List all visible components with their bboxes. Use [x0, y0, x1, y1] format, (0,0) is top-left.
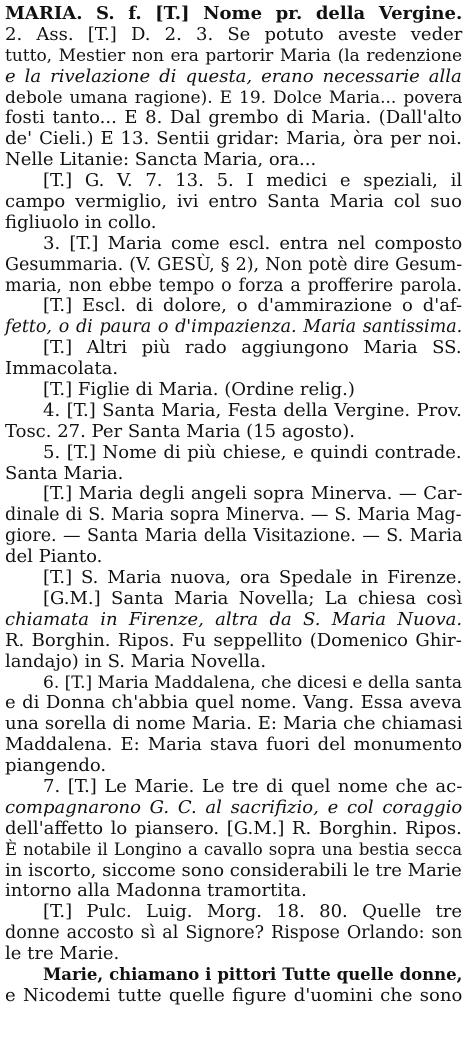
- entry-text: 6. [T.] Maria Maddalena, che dicesi e della santa: [43, 672, 463, 693]
- entry-text: [T.] Maria degli angeli sopra Minerva. — Car-: [43, 483, 463, 505]
- entry-text: [T.] G. V. 7. 13. 5. I medici e speziali, il: [43, 170, 463, 192]
- text-line-14: [5, 276, 462, 297]
- entry-text: [T.] Pulc. Luig. Morg. 18. 80. Quelle tre: [43, 901, 463, 923]
- entry-text: del Pianto.: [5, 546, 103, 568]
- text-line-42: [5, 861, 462, 882]
- entry-text: e la rivelazione di questa, erano necessarie alla: [5, 65, 462, 87]
- text-line-6: [5, 108, 462, 129]
- entry-text: 7. [T.] Le Marie. Le tre di quel nome che ac-: [43, 775, 463, 797]
- text-line-48: [5, 986, 462, 1007]
- text-line-23: [5, 464, 462, 485]
- text-line-38: [5, 777, 462, 798]
- text-line-8: [5, 150, 462, 171]
- text-line-41: [5, 840, 462, 861]
- text-line-9: [5, 171, 462, 192]
- text-line-32: [5, 652, 462, 673]
- text-line-31: [5, 631, 462, 652]
- text-line-21: [5, 422, 462, 443]
- entry-text: debole umana ragione). E 19. Dolce Maria... povera: [5, 87, 463, 108]
- text-line-5: [5, 88, 462, 109]
- text-line-46: [5, 944, 462, 965]
- text-line-16: [5, 317, 462, 338]
- entry-text: [T.] Altri più rado aggiungono Maria SS.: [43, 337, 462, 359]
- text-line-2: [5, 25, 462, 46]
- entry-text: [T.] S. Maria nuova, ora Spedale in Firenze.: [43, 567, 463, 589]
- entry-text: dinale di S. Maria sopra Minerva. — S. Maria Mag-: [5, 505, 462, 526]
- text-line-24: [5, 484, 462, 505]
- text-line-3: [5, 46, 462, 67]
- entry-text: compagnarono G. C. al sacrifizio, e col coraggio: [5, 796, 463, 818]
- text-line-44: [5, 902, 462, 923]
- entry-text: [G.M.] Santa Maria Novella; La chiesa così: [43, 587, 463, 609]
- text-line-13: [5, 255, 462, 276]
- entry-text: dell'affetto lo piansero. [G.M.] R. Borghin. Ripos.: [5, 817, 462, 839]
- entry-text: maria, non ebbe tempo o forza a profferire parola.: [5, 275, 463, 296]
- text-line-26: [5, 526, 462, 547]
- text-line-40: [5, 819, 462, 840]
- entry-text: fosti tanto... E 8. Dal grembo di Maria. (Dall'alto: [5, 107, 462, 129]
- entry-text: [T.] Escl. di dolore, o d'ammirazione o d'af-: [43, 295, 463, 317]
- entry-text: Santa Maria.: [5, 462, 124, 484]
- entry-text: de' Cieli.) E 13. Sentii gridar: Maria, òra per noi.: [5, 128, 462, 150]
- text-line-15: [5, 296, 462, 317]
- entry-text: chiamata in Firenze, altra da S. Maria Nuova.: [5, 608, 463, 630]
- entry-text: Immacolata.: [5, 358, 119, 380]
- text-line-30: [5, 610, 462, 631]
- entry-text: intorno alla Madonna tramortita.: [5, 880, 307, 902]
- entry-text: 5. [T.] Nome di più chiese, e quindi contrade.: [43, 441, 462, 463]
- entry-text: landajo) in S. Maria Novella.: [5, 650, 267, 672]
- text-line-19: [5, 380, 462, 401]
- entry-text: giore. — Santa Maria della Visitazione. — S. Maria: [5, 526, 463, 547]
- text-line-17: [5, 338, 462, 359]
- text-line-29: [5, 589, 462, 610]
- entry-text: [T.] Figlie di Maria. (Ordine relig.): [43, 379, 355, 401]
- text-line-4: [5, 67, 462, 88]
- headword: MARIA. S. f. [T.] Nome pr. della Vergine.: [5, 3, 463, 24]
- text-line-34: [5, 693, 462, 714]
- entry-text: le tre Marie.: [5, 943, 120, 965]
- entry-text: Maddalena. E: Maria stava fuori del monumento: [5, 734, 463, 756]
- entry-text: fetto, o di paura o d'impazienza. Maria santissima.: [5, 317, 463, 338]
- entry-text: campo vermiglio, ivi entro Santa Maria col suo: [5, 191, 462, 213]
- entry-text: tutto, Mestier non era partorir Maria (la redenzione: [5, 45, 463, 66]
- text-line-45: [5, 923, 462, 944]
- text-line-33: [5, 673, 462, 694]
- text-line-27: [5, 547, 462, 568]
- entry-text: figliuolo in collo.: [5, 211, 157, 233]
- text-line-36: [5, 735, 462, 756]
- text-line-28: [5, 568, 462, 589]
- text-line-10: [5, 192, 462, 213]
- entry-text: piangendo.: [5, 755, 107, 777]
- text-line-1: [5, 4, 462, 25]
- entry-text: 4. [T.] Santa Maria, Festa della Vergine. Prov.: [43, 399, 462, 421]
- entry-text: È notabile il Longino a cavallo sopra una bestia secca: [5, 839, 463, 859]
- text-line-12: [5, 234, 462, 255]
- entry-text: in iscorto, siccome sono considerabili le tre Marie: [5, 859, 462, 881]
- text-line-35: [5, 714, 462, 735]
- entry-text: Tosc. 27. Per Santa Maria (15 agosto).: [5, 420, 355, 442]
- entry-text: Marie, chiamano i pittori Tutte quelle donne,: [43, 964, 463, 984]
- entry-text: e Nicodemi tutte quelle figure d'uomini che sono: [5, 984, 463, 1006]
- text-line-25: [5, 505, 462, 526]
- text-line-22: [5, 443, 462, 464]
- entry-text: una sorella di nome Maria. E: Maria che chiamasi: [5, 713, 463, 735]
- text-line-18: [5, 359, 462, 380]
- entry-text: e di Donna ch'abbia quel nome. Vang. Essa aveva: [5, 692, 462, 714]
- text-line-47: [5, 965, 462, 986]
- text-line-20: [5, 401, 462, 422]
- text-line-11: [5, 213, 462, 234]
- text-line-37: [5, 756, 462, 777]
- entry-text: 3. [T.] Maria come escl. entra nel composto: [43, 232, 463, 254]
- entry-text: Nelle Litanie: Sancta Maria, ora...: [5, 149, 317, 171]
- entry-text: donne accosto sì al Signore? Rispose Orlando: son: [5, 923, 463, 944]
- entry-text: Gesummaria. (V. GESÙ, § 2), Non potè dire Gesum-: [5, 254, 463, 275]
- text-line-39: [5, 798, 462, 819]
- entry-text: R. Borghin. Ripos. Fu seppellito (Domenico Ghir-: [5, 629, 462, 651]
- text-line-7: [5, 129, 462, 150]
- entry-text: 2. Ass. [T.] D. 2. 3. Se potuto aveste veder: [5, 23, 463, 45]
- text-line-43: [5, 881, 462, 902]
